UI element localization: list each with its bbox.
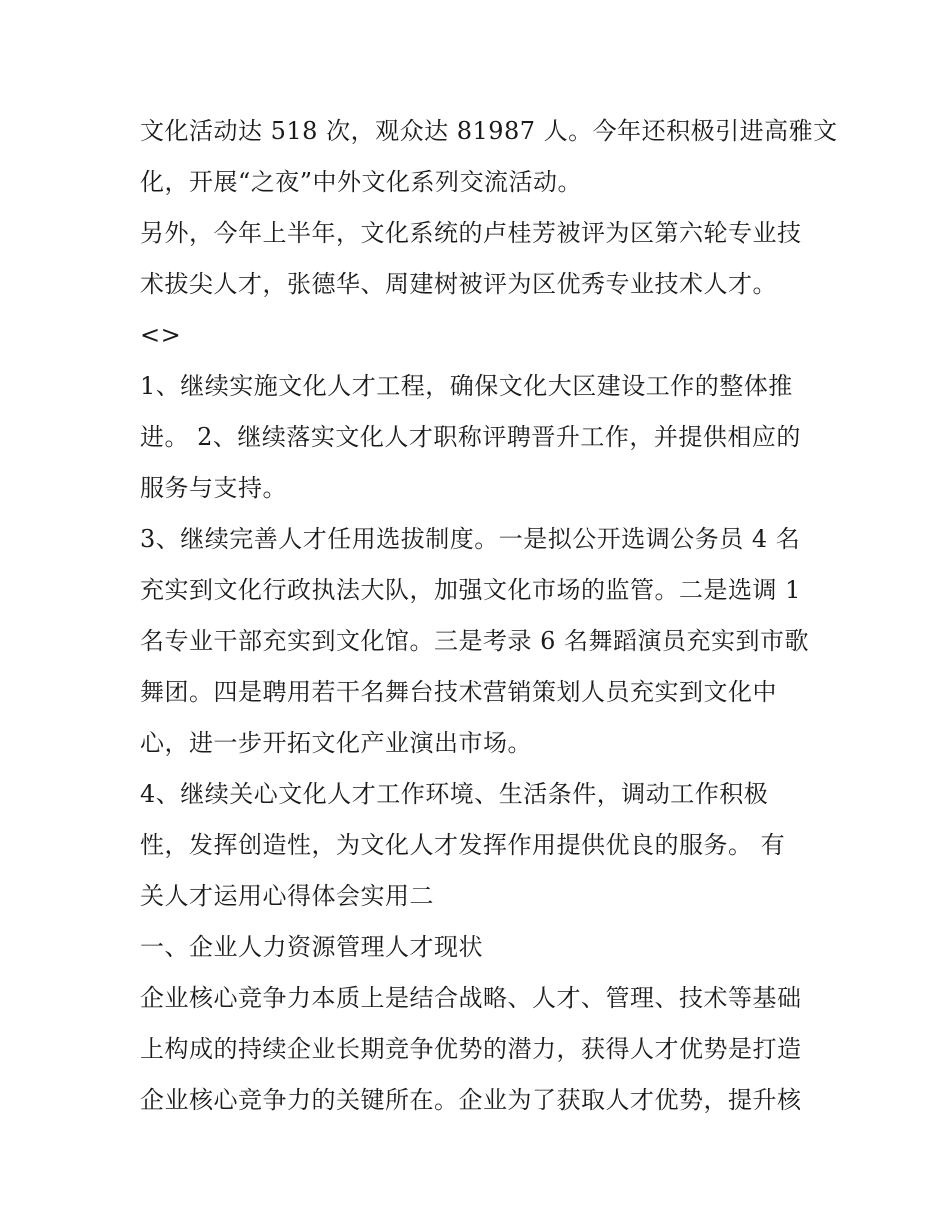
document-body: [140, 106, 838, 1126]
text-line: 关人才运用心得体会实用二: [140, 882, 434, 910]
text-line: 3、继续完善人才任用选拔制度。一是拟公开选调公务员 4 名: [140, 525, 801, 553]
text-line: 名专业干部充实到文化馆。三是考录 6 名舞蹈演员充实到市歌: [140, 627, 810, 655]
text-line: <>: [140, 321, 182, 349]
text-line: 心，进一步开拓文化产业演出市场。: [140, 729, 532, 757]
text-line: 充实到文化行政执法大队，加强文化市场的监管。二是选调 1: [140, 576, 801, 604]
text-line: 舞团。四是聘用若干名舞台技术营销策划人员充实到文化中: [140, 678, 777, 706]
text-line: 文化活动达 518 次，观众达 81987 人。今年还积极引进高雅文: [140, 117, 838, 145]
text-line: 1、继续实施文化人才工程，确保文化大区建设工作的整体推: [140, 372, 793, 400]
text-line: 进。 2、继续落实文化人才职称评聘晋升工作，并提供相应的: [140, 423, 801, 451]
text-line: 4、继续关心文化人才工作环境、生活条件，调动工作积极: [140, 780, 769, 808]
section-heading: 一、企业人力资源管理人才现状: [140, 933, 483, 961]
text-line: 术拔尖人才，张德华、周建树被评为区优秀专业技术人才。: [140, 270, 777, 298]
text-line: 服务与支持。: [140, 474, 287, 502]
text-line: 另外，今年上半年，文化系统的卢桂芳被评为区第六轮专业技: [140, 219, 802, 247]
text-line: 上构成的持续企业长期竞争优势的潜力，获得人才优势是打造: [140, 1035, 802, 1063]
text-line: 化，开展“之夜”中外文化系列交流活动。: [140, 168, 583, 196]
text-line: 企业核心竞争力的关键所在。企业为了获取人才优势，提升核: [140, 1086, 802, 1114]
text-line: 企业核心竞争力本质上是结合战略、人才、管理、技术等基础: [140, 984, 802, 1012]
text-line: 性，发挥创造性，为文化人才发挥作用提供优良的服务。 有: [140, 831, 786, 859]
